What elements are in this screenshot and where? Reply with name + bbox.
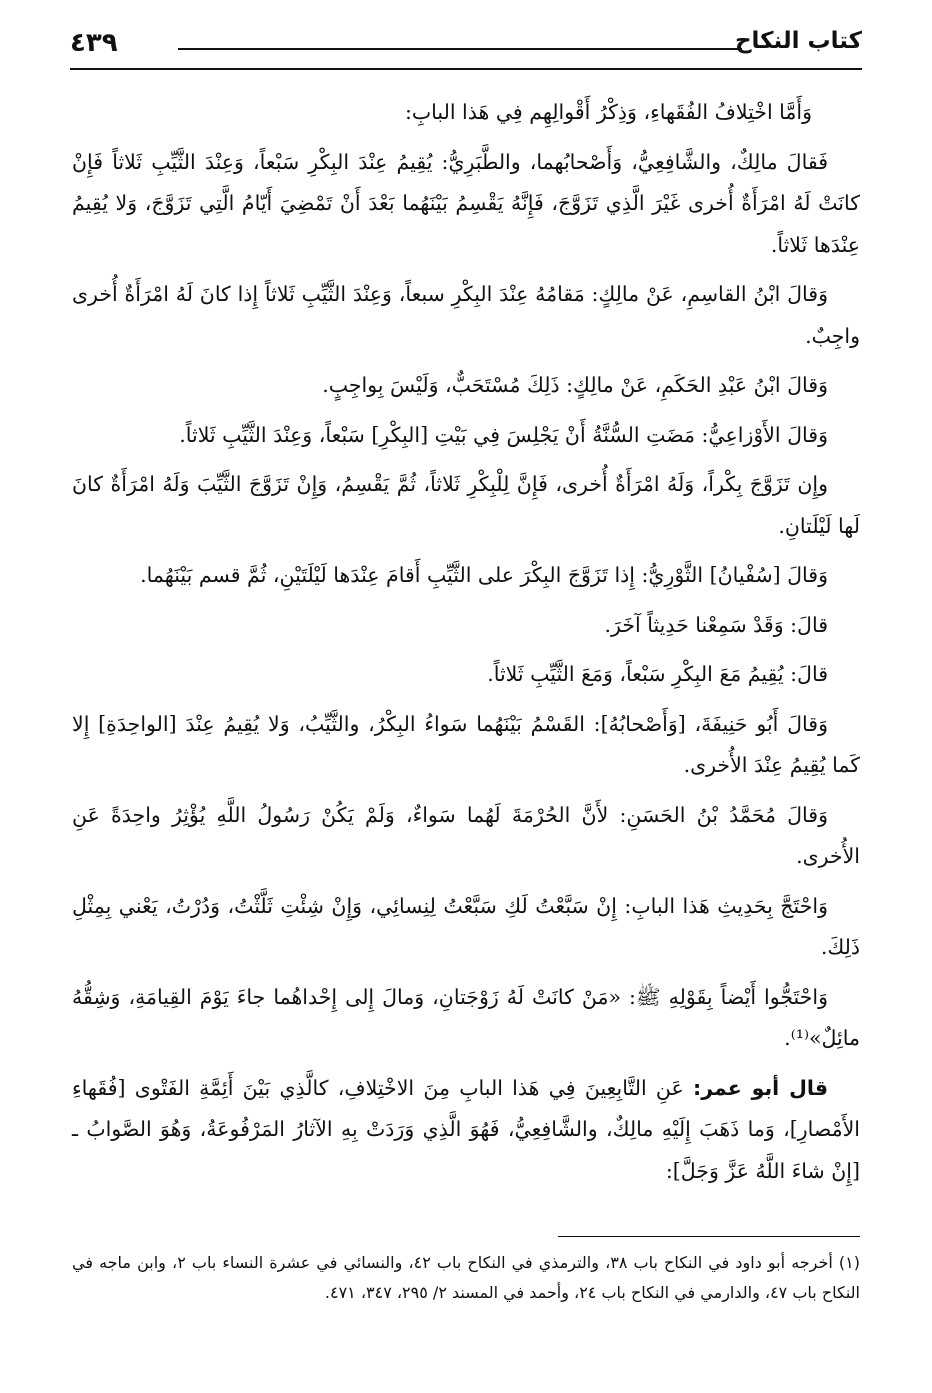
speaker-label: قال أبو عمر:: [693, 1075, 828, 1100]
paragraph: وَقالَ مُحَمَّدُ بْنُ الحَسَنِ: لأَنَّ الحُرْمَةَ لَهُما سَواءٌ، وَلَمْ يَكُنْ رَسُولُ اللَّهِ يُؤْثِرُ واحِدَةً عَنِ الأُخرى.: [72, 802, 860, 868]
footnotes: [72, 1248, 860, 1308]
footnote: (١) أخرجه أبو داود في النكاح باب ٣٨، والترمذي في النكاح باب ٤٢، والنسائي في عشرة النساء باب ٢، وابن ماجه في النكاح باب ٤٧، والدارمي في النكاح باب ٢٤، وأحمد في المسند ٢/ ٢٩٥، ٣٤٧، ٤٧١.: [72, 1253, 861, 1302]
paragraph: وإِن تَزَوَّجَ بِكْراً، وَلَهُ امْرَأَةٌ أُخرى، فَإِنَّ لِلْبِكْرِ ثَلاثاً، ثُمَّ يَقْسِمُ، وَإِنْ تَزَوَّجَ الثَّيِّبَ وَلَهُ امْرَأَةٌ كانَ لَها لَيْلَتانِ.: [72, 472, 860, 538]
paragraph: وَقالَ ابْنُ عَبْدِ الحَكَمِ، عَنْ مالِكٍ: ذَلِكَ مُسْتَحَبٌّ، وَلَيْسَ بِواجِبٍ.: [322, 373, 828, 397]
page-number: ٤٣٩: [70, 28, 118, 58]
paragraph: فَقالَ مالِكٌ، والشَّافِعِيُّ، وَأَصْحابُهما، والطَّبَرِيُّ: يُقِيمُ عِنْدَ البِكْرِ سَبْعاً، وَعِنْدَ الثَّيِّبِ ثَلاثاً فَإِنْ كانَتْ لَهُ امْرَأَةٌ أُخرى غَيْرَ الَّذِي تَزَوَّجَ، فَإِنَّهُ يَقْسِمُ بَيْنَهُما بَعْدَ أَنْ تَمْضِيَ أَيّامُ الَّتِي تَزَوَّجَ، وَلا يُقِيمُ عِنْدَها ثَلاثاً.: [72, 149, 860, 257]
header-rule: [178, 48, 742, 50]
paragraph: وَقالَ [سُفْيانُ] الثَّوْرِيُّ: إِذا تَزَوَّجَ البِكْرَ على الثَّيِّبِ أَقامَ عِنْدَها لَيْلَتَيْنِ، ثُمَّ قسم بَيْنَهُما.: [140, 563, 828, 587]
main-text: [72, 92, 860, 1200]
paragraph: وَاحْتَجَّ بِحَدِيثِ هَذا البابِ: إِنْ سَبَّعْتُ لَكِ سَبَّعْتُ لِنِسائِي، وَإِنْ شِئْتِ ثَلَّثْتُ، وَدُرْتُ، يَعْني بِمِثْلِ ذَلِكَ.: [72, 893, 860, 959]
closing-paragraph: [72, 1068, 860, 1193]
page-header: [70, 24, 862, 70]
paragraph: وَقالَ ابْنُ القاسِمِ، عَنْ مالِكٍ: مَقامُهُ عِنْدَ البِكْرِ سبعاً، وَعِنْدَ الثَّيِّبِ ثَلاثاً إِذا كانَ لَهُ امْرَأَةٌ أُخرى واجِبٌ.: [72, 282, 860, 348]
paragraph: وَأَمَّا اخْتِلافُ الفُقَهاءِ، وَذِكْرُ أَقْوالِهِم فِي هَذا البابِ:: [404, 100, 812, 124]
paragraph: قالَ: يُقِيمُ مَعَ البِكْرِ سَبْعاً، وَمَعَ الثَّيِّبِ ثَلاثاً.: [487, 662, 828, 686]
paragraph: قالَ: وَقَدْ سَمِعْنا حَدِيثاً آخَرَ.: [604, 612, 828, 637]
paragraph: وَقالَ الأَوْزاعِيُّ: مَضَتِ السُّنَّةُ أَنْ يَجْلِسَ فِي بَيْتِ [البِكْرِ] سَبْعاً، وَعِنْدَ الثَّيِّبِ ثَلاثاً.: [179, 422, 828, 447]
footnote-separator: [558, 1236, 860, 1237]
paragraph: وَقالَ أَبُو حَنِيفَةَ، [وَأَصْحابُهُ]: القَسْمُ بَيْنَهُما سَواءُ البِكْرُ، والثَّيِّبُ، وَلا يُقِيمُ عِنْدَ [الواحِدَةِ] إِلا كَما يُقِيمُ عِنْدَ الأُخرى.: [72, 711, 860, 777]
paragraph: وَاحْتَجُّوا أَيْضاً بِقَوْلِهِ ﷺ: «مَنْ كانَتْ لَهُ زَوْجَتانِ، وَمالَ إِلى إِحْداهُما جاءَ يَوْمَ القِيامَةِ، وَشِقُّهُ مائِلٌ»⁽¹⁾.: [72, 984, 860, 1050]
book-title: كتاب النكاح: [734, 28, 862, 54]
closing-text: عَنِ التَّابِعِينَ فِي هَذا البابِ مِنَ الاخْتِلافِ، كالَّذِي بَيْنَ أَئِمَّةِ الفَتْوى [فُقَهاءِ الأَمْصارِ]، وَما ذَهَبَ إِلَيْهِ مالِكٌ، والشَّافِعِيُّ، فَهُوَ الَّذِي وَرَدَتْ بِهِ الآثارُ المَرْفُوعَةُ، وَهُوَ الصَّوابُ ـ [إِنْ شاءَ اللَّهُ عَزَّ وَجَلَّ]:: [72, 1075, 860, 1183]
